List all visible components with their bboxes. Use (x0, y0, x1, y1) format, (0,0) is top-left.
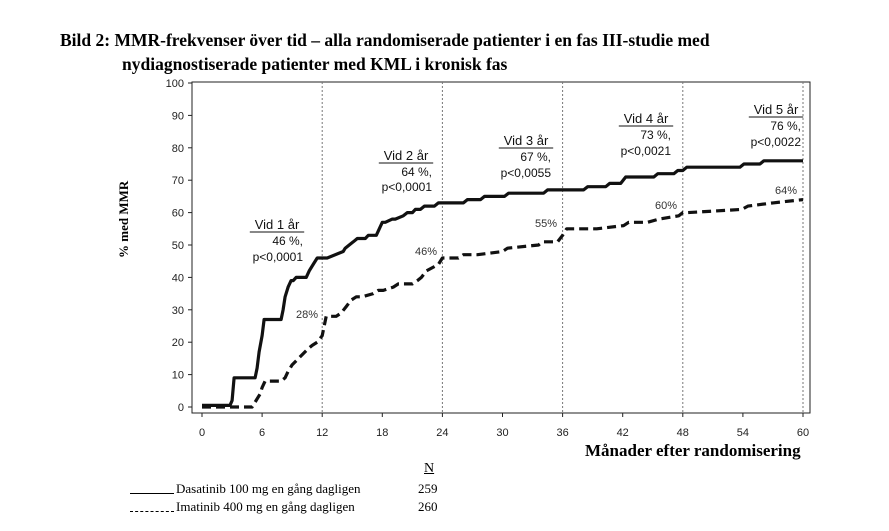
y-tick-label-70: 70 (171, 175, 184, 188)
legend-dashed-line (130, 511, 174, 512)
data-label-imatinib-2: 46% (414, 246, 438, 258)
annotation-heading-year-4: Vid 4 år (623, 111, 669, 126)
x-tick-label-30: 30 (496, 427, 509, 439)
data-label-imatinib-4: 60% (654, 200, 678, 212)
legend-label-imatinib: Imatinib 400 mg en gång dagligen (176, 499, 355, 514)
annotation-p-year-1: p<0,0001 (252, 250, 303, 264)
y-tick-label-50: 50 (171, 240, 184, 252)
series-line-dasatinib (202, 161, 803, 406)
annotation-value-year-5: 76 %, (770, 119, 801, 133)
annotation-p-year-5: p<0,0022 (750, 135, 801, 149)
x-tick-label-60: 60 (796, 427, 810, 439)
data-label-imatinib-1: 28% (295, 309, 319, 321)
x-tick-label-42: 42 (616, 427, 629, 439)
legend-label-dasatinib: Dasatinib 100 mg en gång dagligen (176, 481, 361, 496)
x-tick-label-48: 48 (676, 427, 689, 439)
x-tick-label-0: 0 (198, 427, 206, 439)
data-label-imatinib-5: 64% (774, 185, 798, 197)
chart-title-line1: Bild 2: MMR-frekvenser över tid – alla randomiserade patienter i en fas III-studie med (60, 30, 710, 50)
annotation-p-year-2: p<0,0001 (381, 180, 432, 194)
x-axis-label: Månader efter randomisering (585, 441, 801, 460)
annotation-heading-year-5: Vid 5 år (753, 102, 799, 117)
annotation-heading-year-3: Vid 3 år (503, 133, 549, 148)
annotation-value-year-1: 46 %, (272, 234, 303, 248)
legend-n-imatinib: 260 (418, 499, 438, 514)
y-tick-label-100: 100 (165, 78, 184, 90)
y-tick-label-80: 80 (171, 142, 184, 155)
x-tick-label-6: 6 (259, 427, 266, 439)
y-tick-label-90: 90 (171, 110, 184, 123)
chart-title-line2: nydiagnostiserade patienter med KML i kronisk fas (122, 54, 508, 74)
y-tick-label-30: 30 (171, 304, 184, 317)
legend-solid-line (130, 493, 174, 494)
annotation-p-year-3: p<0,0055 (500, 166, 551, 180)
x-tick-label-18: 18 (376, 427, 389, 439)
y-tick-label-60: 60 (171, 207, 184, 220)
y-tick-label-0: 0 (177, 402, 184, 414)
data-label-imatinib-3: 55% (534, 218, 558, 230)
y-tick-label-20: 20 (171, 337, 184, 350)
x-tick-label-54: 54 (736, 427, 750, 439)
annotation-value-year-3: 67 %, (520, 150, 551, 164)
annotation-heading-year-2: Vid 2 år (383, 148, 429, 163)
y-axis-label: % med MMR (116, 180, 131, 258)
annotation-p-year-4: p<0,0021 (620, 144, 671, 158)
x-tick-label-12: 12 (316, 427, 329, 439)
y-tick-label-40: 40 (171, 272, 184, 285)
x-tick-label-24: 24 (436, 427, 449, 439)
annotation-value-year-4: 73 %, (640, 128, 671, 142)
annotation-heading-year-1: Vid 1 år (254, 217, 300, 232)
legend-item-dasatinib (130, 481, 438, 497)
y-tick-label-10: 10 (171, 369, 184, 382)
legend-n-dasatinib: 259 (418, 481, 438, 496)
annotation-value-year-2: 64 %, (401, 165, 432, 179)
x-tick-label-36: 36 (556, 427, 569, 439)
legend-item-imatinib (130, 499, 438, 515)
legend-n-header: N (424, 461, 435, 476)
